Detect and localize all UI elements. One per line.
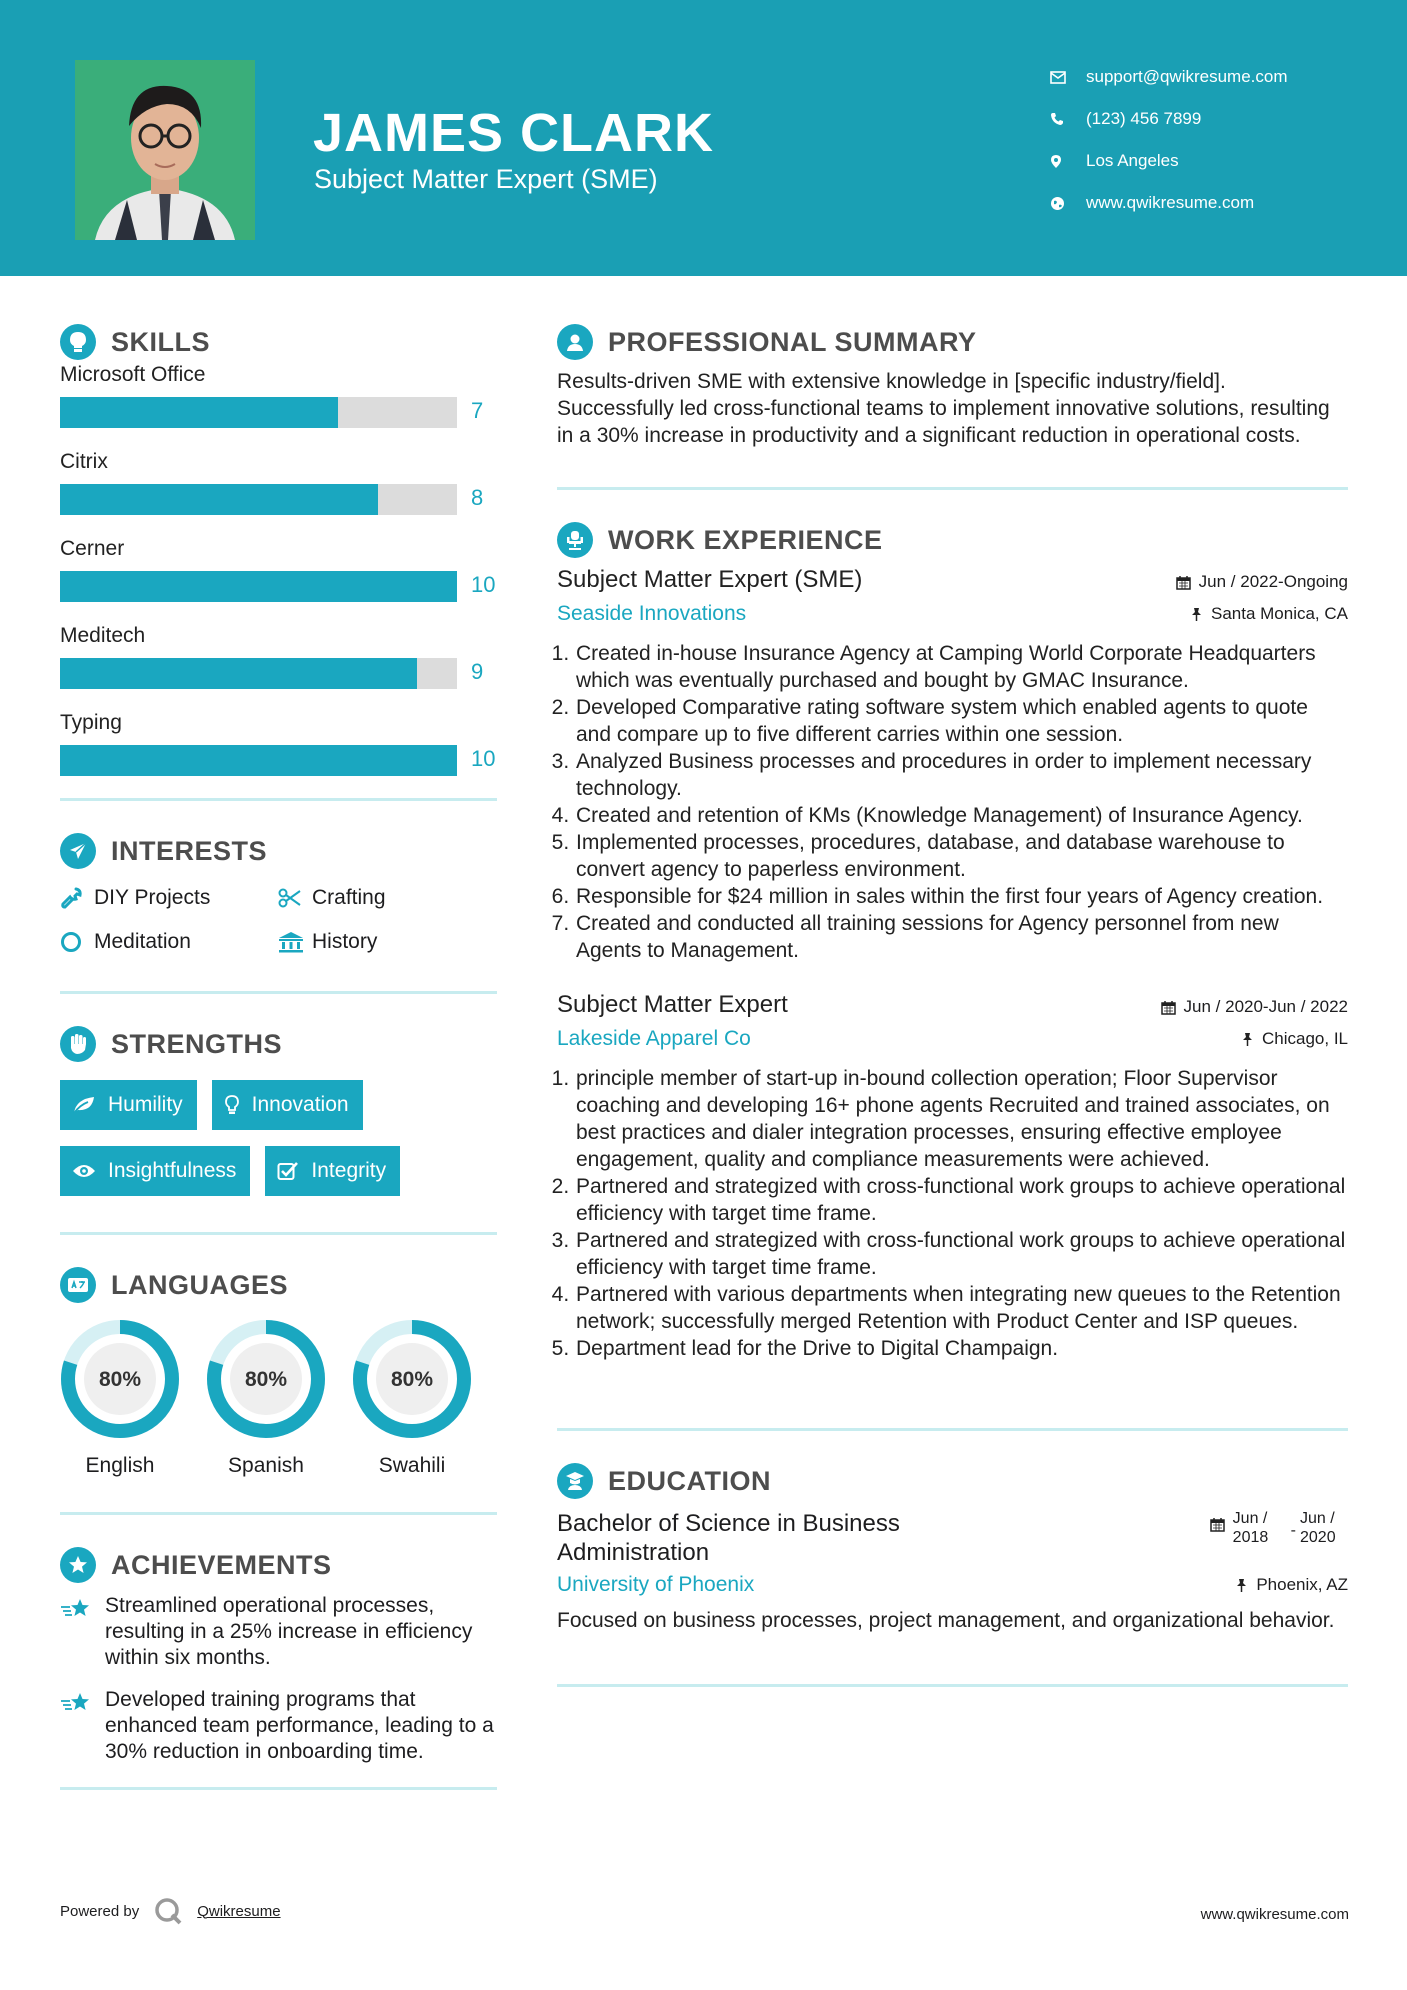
job-date-text: Jun / 2020-Jun / 2022 bbox=[1183, 997, 1348, 1016]
interests-title: INTERESTS bbox=[111, 835, 268, 866]
strengths-list bbox=[60, 1080, 497, 1196]
section-divider bbox=[60, 1787, 497, 1790]
language-percent: 80% bbox=[390, 1368, 434, 1391]
interests-list bbox=[60, 883, 497, 957]
skill-fill bbox=[60, 745, 457, 776]
job-point: 6. Responsible for $24 million in sales within the first four years of Agency creation. bbox=[575, 883, 1348, 910]
skill-fill bbox=[60, 484, 378, 515]
skill-track bbox=[60, 571, 457, 602]
job-point: 5. Implemented processes, procedures, database, and database warehouse to convert agency to paperless environment. bbox=[575, 829, 1348, 883]
education-description: Focused on business processes, project management, and organizational behavior. bbox=[557, 1609, 1335, 1632]
skill-name: Meditech bbox=[60, 624, 146, 647]
eye-icon bbox=[72, 1163, 96, 1179]
lightbulb-icon bbox=[224, 1094, 240, 1116]
skill-fill bbox=[60, 658, 417, 689]
powered-by-text: Powered by bbox=[60, 1902, 140, 1920]
skills-heading bbox=[60, 320, 497, 364]
skill-value: 10 bbox=[471, 746, 496, 771]
experience-heading bbox=[557, 518, 1348, 562]
user-icon bbox=[557, 324, 593, 360]
skill-bar bbox=[60, 390, 497, 447]
experience-title: WORK EXPERIENCE bbox=[608, 524, 883, 555]
interest-label: Crafting bbox=[312, 886, 386, 909]
achievement-item bbox=[60, 1593, 497, 1671]
bank-icon bbox=[278, 931, 312, 953]
section-divider bbox=[557, 487, 1348, 490]
skills-title: SKILLS bbox=[111, 326, 211, 357]
candidate-title: Subject Matter Expert (SME) bbox=[314, 164, 658, 194]
language-percent: 80% bbox=[98, 1368, 142, 1391]
company-name: Lakeside Apparel Co bbox=[557, 1027, 751, 1050]
achievements-list bbox=[60, 1593, 497, 1765]
paper-plane-icon bbox=[60, 833, 96, 869]
interest-label: Meditation bbox=[94, 930, 191, 953]
strength-tag bbox=[60, 1146, 250, 1196]
contact-website-text: www.qwikresume.com bbox=[1086, 193, 1255, 212]
job-point: 3. Partnered and strategized with cross-functional work groups to achieve operational efficiency with target time frame. bbox=[575, 1227, 1348, 1281]
skill-name: Typing bbox=[60, 711, 122, 734]
qwikresume-logo-icon bbox=[153, 1896, 183, 1926]
school-name: University of Phoenix bbox=[557, 1573, 755, 1596]
skill-item bbox=[60, 708, 497, 795]
interest-label: History bbox=[312, 930, 378, 953]
circle-icon bbox=[60, 931, 94, 953]
education-title: EDUCATION bbox=[608, 1465, 771, 1496]
office-chair-icon bbox=[557, 522, 593, 558]
right-column bbox=[557, 320, 1348, 1687]
lightbulb-icon bbox=[60, 324, 96, 360]
contact-email-text: support@qwikresume.com bbox=[1086, 67, 1288, 86]
skill-bar bbox=[60, 477, 497, 534]
skill-track bbox=[60, 745, 457, 776]
star-badge-icon bbox=[60, 1547, 96, 1583]
footer-url[interactable]: www.qwikresume.com bbox=[1200, 1906, 1349, 1923]
job-location bbox=[1241, 1029, 1348, 1049]
language-item bbox=[206, 1319, 326, 1478]
contact-location bbox=[1050, 140, 1288, 182]
left-column bbox=[60, 320, 497, 1790]
skill-name: Citrix bbox=[60, 450, 108, 473]
phone-icon bbox=[1050, 112, 1086, 126]
check-square-icon bbox=[277, 1161, 299, 1181]
job-location bbox=[1190, 604, 1348, 624]
contact-email[interactable] bbox=[1050, 56, 1288, 98]
job-entry bbox=[557, 566, 1348, 964]
job-role: Subject Matter Expert bbox=[557, 991, 788, 1018]
skill-value: 9 bbox=[471, 659, 484, 684]
language-gauge bbox=[352, 1319, 472, 1439]
strength-tag bbox=[265, 1146, 400, 1196]
skill-track bbox=[60, 484, 457, 515]
footer-powered-by bbox=[60, 1896, 281, 1926]
pushpin-icon bbox=[1190, 607, 1203, 622]
job-point: 1. Created in-house Insurance Agency at Camping World Corporate Headquarters which was eventually purchased and bought by GMAC Insurance. bbox=[575, 640, 1348, 694]
job-point: 2. Partnered and strategized with cross-functional work groups to achieve operational efficiency with target time frame. bbox=[575, 1173, 1348, 1227]
interests-heading bbox=[60, 829, 497, 873]
languages-title: LANGUAGES bbox=[111, 1269, 289, 1300]
profile-photo bbox=[75, 60, 255, 240]
pushpin-icon bbox=[1241, 1032, 1254, 1047]
job-point: 3. Analyzed Business processes and procedures in order to implement necessary technology. bbox=[575, 748, 1348, 802]
section-divider bbox=[60, 1232, 497, 1235]
resume-header bbox=[0, 0, 1407, 276]
shooting-star-icon bbox=[60, 1687, 105, 1765]
job-date bbox=[1176, 572, 1348, 592]
graduate-icon bbox=[557, 1463, 593, 1499]
language-item bbox=[352, 1319, 472, 1478]
language-name: Swahili bbox=[378, 1454, 446, 1477]
job-location-text: Chicago, IL bbox=[1262, 1029, 1348, 1048]
achievement-text: Developed training programs that enhanced team performance, leading to a 30% reduction in onboarding time. bbox=[105, 1688, 494, 1763]
pushpin-icon bbox=[1235, 1578, 1248, 1593]
contact-phone-text: (123) 456 7899 bbox=[1086, 109, 1202, 128]
skill-value: 7 bbox=[471, 398, 484, 423]
achievement-text: Streamlined operational processes, resulting in a 25% increase in efficiency within six months. bbox=[105, 1594, 473, 1669]
job-point: 2. Developed Comparative rating software system which enabled agents to quote and compare up to five different carries within one session. bbox=[575, 694, 1348, 748]
education-date bbox=[1210, 1509, 1348, 1547]
skill-item bbox=[60, 534, 497, 621]
education-location-text: Phoenix, AZ bbox=[1256, 1575, 1348, 1594]
job-point: 1. principle member of start-up in-bound collection operation; Floor Supervisor coaching and developing 16+ phone agents Recruited and trained associates, on best practices and dialer integration processes, ensuring effective employee engagement, quality and compliance measurements were achieved. bbox=[575, 1065, 1348, 1173]
strength-tag bbox=[212, 1080, 363, 1130]
job-points bbox=[557, 1065, 1348, 1362]
skills-list bbox=[60, 360, 497, 795]
section-divider bbox=[60, 798, 497, 801]
job-date-text: Jun / 2022-Ongoing bbox=[1198, 572, 1348, 591]
section-divider bbox=[557, 1428, 1348, 1431]
job-points bbox=[557, 640, 1348, 964]
job-point: 7. Created and conducted all training sessions for Agency personnel from new Agents to Management. bbox=[575, 910, 1348, 964]
skill-bar bbox=[60, 738, 497, 795]
date-separator: - bbox=[1290, 1522, 1296, 1539]
achievements-title: ACHIEVEMENTS bbox=[111, 1549, 332, 1580]
skill-fill bbox=[60, 571, 457, 602]
company-name: Seaside Innovations bbox=[557, 602, 747, 625]
language-name: English bbox=[85, 1454, 155, 1477]
contact-phone[interactable] bbox=[1050, 98, 1288, 140]
strengths-title: STRENGTHS bbox=[111, 1028, 283, 1059]
job-point: 5. Department lead for the Drive to Digital Champaign. bbox=[575, 1335, 1348, 1362]
job-date bbox=[1161, 997, 1348, 1017]
skill-bar bbox=[60, 564, 497, 621]
candidate-name: JAMES CLARK bbox=[313, 103, 715, 163]
skill-track bbox=[60, 658, 457, 689]
skill-name: Cerner bbox=[60, 537, 125, 560]
skill-value: 8 bbox=[471, 485, 484, 510]
location-pin-icon bbox=[1050, 154, 1086, 169]
summary-text: Results-driven SME with extensive knowledge in [specific industry/field]. Successfully led cross-functional teams to implement innovative solutions, resulting in a 30% increase in productivity and a significant reduction in operational costs. bbox=[557, 370, 1330, 447]
wrench-icon bbox=[60, 887, 94, 909]
language-name: Spanish bbox=[228, 1454, 304, 1477]
skill-item bbox=[60, 621, 497, 708]
job-point: 4. Partnered with various departments when integrating new queues to the Retention network; successfully merged Retention with Product Center and ISP queues. bbox=[575, 1281, 1348, 1335]
interest-item bbox=[278, 927, 478, 957]
languages-heading bbox=[60, 1263, 497, 1307]
calendar-icon bbox=[1210, 1517, 1225, 1532]
job-point: 4. Created and retention of KMs (Knowledge Management) of Insurance Agency. bbox=[575, 802, 1348, 829]
language-percent: 80% bbox=[244, 1368, 288, 1391]
achievements-heading bbox=[60, 1543, 497, 1587]
job-entry bbox=[557, 991, 1348, 1362]
envelope-icon bbox=[1050, 71, 1086, 84]
degree-name: Bachelor of Science in Business Administration bbox=[557, 1510, 900, 1566]
skill-bar bbox=[60, 651, 497, 708]
language-gauge bbox=[60, 1319, 180, 1439]
strength-label: Insightfulness bbox=[108, 1159, 237, 1182]
section-divider bbox=[60, 1512, 497, 1515]
education-heading bbox=[557, 1459, 1348, 1503]
leaf-icon bbox=[72, 1095, 96, 1115]
summary-heading bbox=[557, 320, 1348, 364]
job-role: Subject Matter Expert (SME) bbox=[557, 566, 863, 593]
skill-fill bbox=[60, 397, 338, 428]
skill-name: Microsoft Office bbox=[60, 363, 206, 386]
education-entry bbox=[557, 1509, 1348, 1634]
education-end: Jun / 2020 bbox=[1300, 1510, 1336, 1546]
interest-item bbox=[278, 883, 478, 913]
language-gauge bbox=[206, 1319, 326, 1439]
education-location bbox=[1235, 1575, 1348, 1595]
contact-list bbox=[1050, 56, 1288, 224]
achievement-item bbox=[60, 1687, 497, 1765]
strength-tag bbox=[60, 1080, 197, 1130]
skill-item bbox=[60, 447, 497, 534]
brand-link[interactable]: Qwikresume bbox=[197, 1902, 281, 1920]
interest-label: DIY Projects bbox=[94, 886, 211, 909]
strength-label: Humility bbox=[108, 1093, 183, 1116]
shooting-star-icon bbox=[60, 1593, 105, 1671]
language-icon bbox=[60, 1267, 96, 1303]
education-start: Jun / 2018 bbox=[1232, 1510, 1269, 1546]
contact-website[interactable] bbox=[1050, 182, 1288, 224]
contact-location-text: Los Angeles bbox=[1086, 151, 1179, 170]
languages-list bbox=[60, 1319, 497, 1478]
language-item bbox=[60, 1319, 180, 1478]
job-location-text: Santa Monica, CA bbox=[1210, 604, 1348, 623]
strengths-heading bbox=[60, 1022, 497, 1066]
interest-item bbox=[60, 883, 278, 913]
strength-label: Integrity bbox=[311, 1159, 387, 1182]
calendar-icon bbox=[1176, 575, 1191, 590]
skill-value: 10 bbox=[471, 572, 496, 597]
section-divider bbox=[557, 1684, 1348, 1687]
section-divider bbox=[60, 991, 497, 994]
strength-label: Innovation bbox=[251, 1093, 349, 1116]
interest-item bbox=[60, 927, 278, 957]
fist-icon bbox=[60, 1026, 96, 1062]
summary-title: PROFESSIONAL SUMMARY bbox=[608, 326, 977, 357]
calendar-icon bbox=[1161, 1000, 1176, 1015]
skill-track bbox=[60, 397, 457, 428]
scissors-icon bbox=[278, 888, 312, 908]
globe-icon bbox=[1050, 196, 1086, 211]
skill-item bbox=[60, 360, 497, 447]
